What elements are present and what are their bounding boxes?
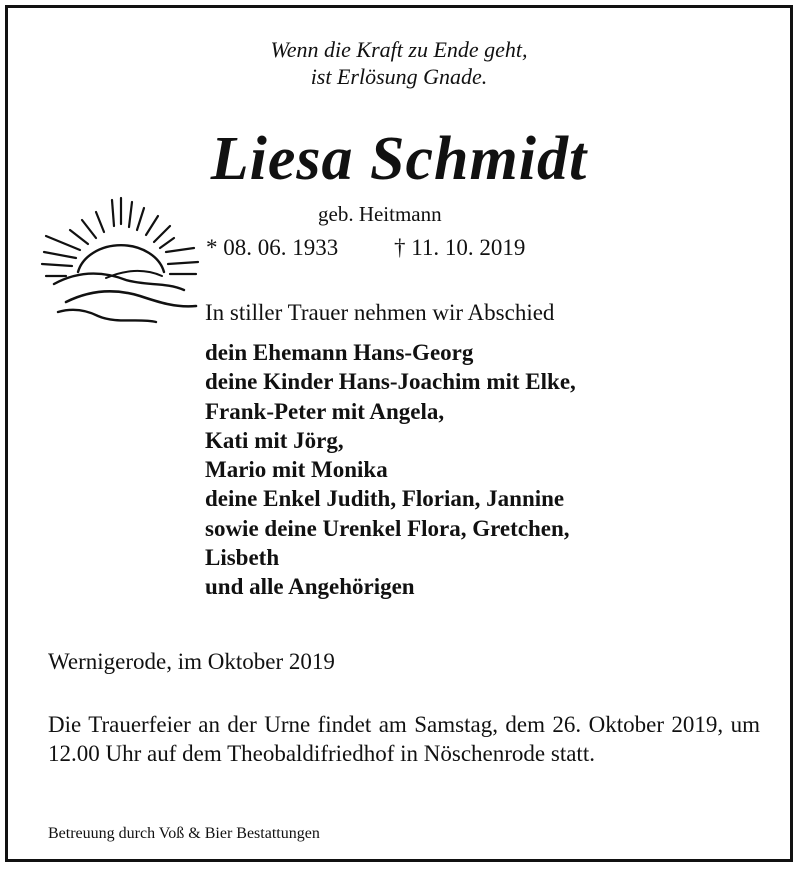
mourners-list [205,338,576,602]
life-dates [206,234,525,262]
place-date: Wernigerode, im Oktober 2019 [48,649,335,674]
farewell-intro: In stiller Trauer nehmen wir Abschied [205,300,555,325]
deceased-name: Liesa Schmidt [210,125,588,193]
sunset-over-hills-icon [36,190,206,325]
mourner-line: Lisbeth [205,545,280,571]
motto-line-1: Wenn die Kraft zu Ende geht, [270,37,528,62]
obituary-notice [5,5,793,862]
death-date: † 11. 10. 2019 [394,235,526,260]
funeral-home-credit: Betreuung durch Voß & Bier Bestattungen [48,825,320,842]
motto [8,36,790,90]
birth-date: * 08. 06. 1933 [206,235,339,260]
mourner-line: Mario mit Monika [205,457,388,483]
mourner-line: sowie deine Urenkel Flora, Gretchen, [205,515,570,541]
funeral-service-info: Die Trauerfeier an der Urne findet am Samstag, dem 26. Oktober 2019, um 12.00 Uhr auf dem Theobaldifriedhof in Nöschenrode statt. [48,712,760,766]
mourner-line: deine Enkel Judith, Florian, Jannine [205,486,565,512]
mourner-line: Kati mit Jörg, [205,427,344,453]
mourner-line: Frank-Peter mit Angela, [205,398,445,424]
mourner-line: dein Ehemann Hans-Georg [205,340,474,365]
mourner-line: deine Kinder Hans-Joachim mit Elke, [205,369,576,395]
mourner-line: und alle Angehörigen [205,574,415,600]
motto-line-2: ist Erlösung Gnade. [310,64,488,89]
maiden-name: geb. Heitmann [318,202,442,226]
